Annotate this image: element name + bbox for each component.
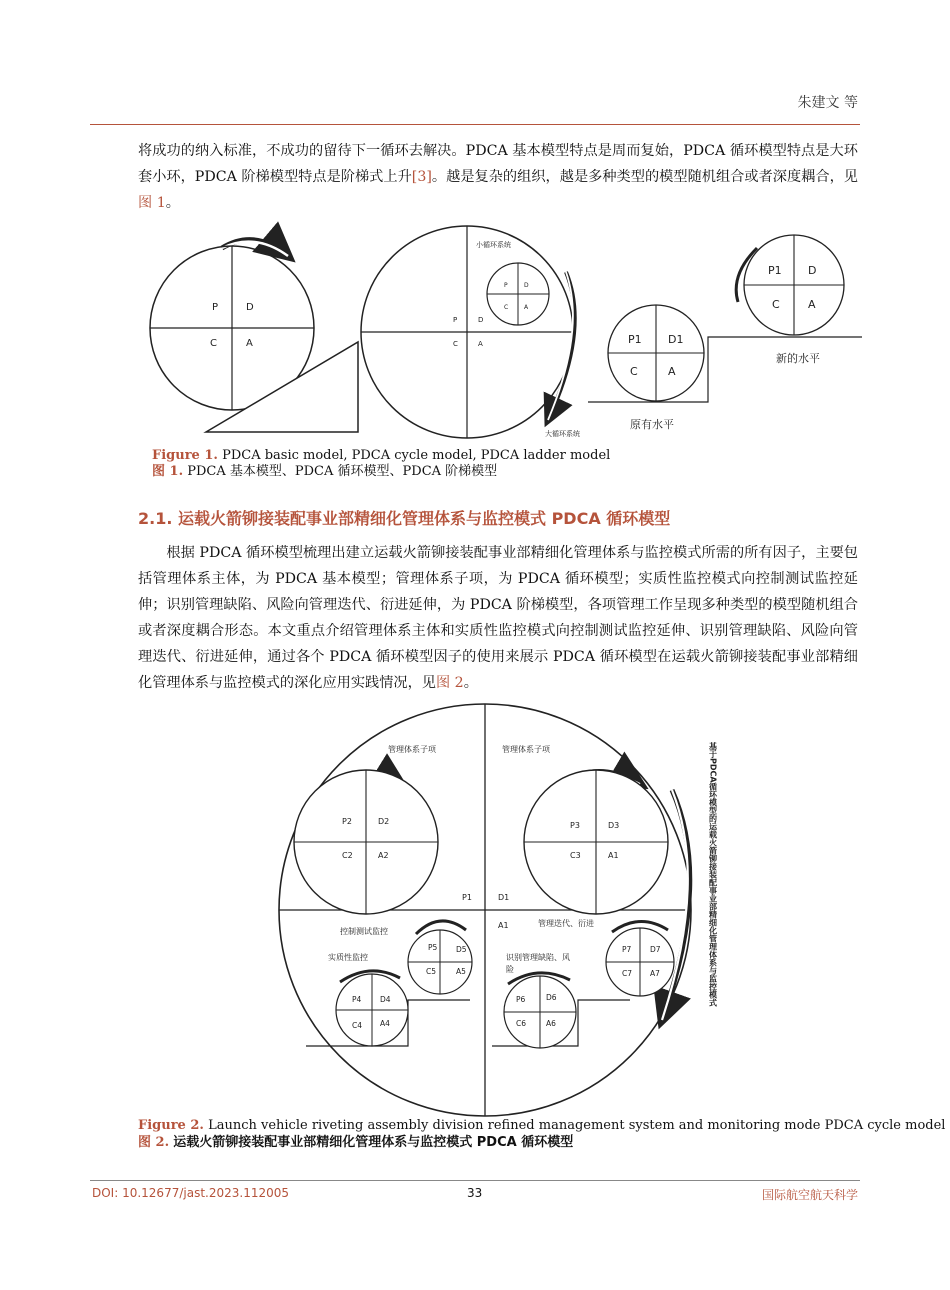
- iteration-label: 管理迭代、衍进: [538, 919, 594, 928]
- svg-text:P3: P3: [570, 821, 580, 830]
- control-test-label: 控制测试监控: [340, 927, 388, 936]
- svg-text:C: C: [772, 298, 780, 311]
- svg-text:D: D: [808, 264, 817, 277]
- svg-text:A5: A5: [456, 967, 466, 976]
- figure-1-caption-zh: 图 1. PDCA 基本模型、PDCA 循环模型、PDCA 阶梯模型: [152, 464, 498, 479]
- svg-text:A1: A1: [608, 851, 619, 860]
- footer-page-number: 33: [467, 1186, 483, 1200]
- figure-2-link[interactable]: 图 2: [435, 675, 464, 691]
- footer-journal: 国际航空航天科学: [761, 1188, 858, 1202]
- svg-text:D6: D6: [546, 993, 557, 1002]
- svg-text:C3: C3: [570, 851, 581, 860]
- svg-text:P7: P7: [622, 945, 632, 954]
- svg-text:P1: P1: [628, 333, 642, 346]
- figure-2-caption-zh: 图 2. 运载火箭铆接装配事业部精细化管理体系与监控模式 PDCA 循环模型: [138, 1135, 574, 1150]
- svg-text:C6: C6: [516, 1019, 527, 1028]
- svg-text:A1: A1: [498, 921, 509, 930]
- figure-2-vertical-title: 基于PDCA循环模型的运载火箭铆接装配事业部精细化管理体系与监控模式: [708, 742, 718, 1007]
- subsystem-right-label: 管理体系子项: [502, 745, 550, 754]
- pdca-integrated-model: [279, 704, 718, 1116]
- svg-text:C5: C5: [426, 967, 437, 976]
- intro-text-a: 将成功的纳入标准，不成功的留待下一循环去解决。PDCA 基本模型特点是周而复始，PDCA 循环模型特点是大环套小环，PDCA 阶梯模型特点是阶梯式上升: [138, 143, 858, 185]
- svg-text:A: A: [524, 304, 529, 311]
- svg-text:C: C: [453, 340, 458, 348]
- intro-text-b: 。越是复杂的组织，越是多种类型的模型随机组合或者深度耦合，见: [431, 169, 858, 185]
- substantive-label: 实质性监控: [328, 953, 368, 962]
- svg-text:A6: A6: [546, 1019, 556, 1028]
- svg-text:D: D: [524, 282, 529, 289]
- original-level-label: 原有水平: [630, 418, 674, 431]
- svg-text:P6: P6: [516, 995, 526, 1004]
- header-author: 朱建文 等: [797, 95, 858, 111]
- svg-text:D2: D2: [378, 817, 390, 826]
- svg-text:P5: P5: [428, 943, 438, 952]
- basic-a: A: [246, 338, 253, 349]
- svg-text:C: C: [630, 365, 638, 378]
- svg-text:D4: D4: [380, 995, 391, 1004]
- svg-text:P4: P4: [352, 995, 362, 1004]
- figure-1-caption-en: Figure 1. PDCA basic model, PDCA cycle model, PDCA ladder model: [152, 448, 611, 463]
- section-heading: 2.1. 运载火箭铆接装配事业部精细化管理体系与监控模式 PDCA 循环模型: [138, 509, 671, 528]
- footer-rule: [90, 1180, 860, 1181]
- basic-d: D: [246, 302, 254, 313]
- svg-text:D7: D7: [650, 945, 661, 954]
- svg-text:C4: C4: [352, 1021, 363, 1030]
- svg-text:C7: C7: [622, 969, 633, 978]
- subsystem-left-label: 管理体系子项: [388, 745, 436, 754]
- footer-doi[interactable]: DOI: 10.12677/jast.2023.112005: [92, 1186, 290, 1200]
- svg-text:D: D: [478, 316, 484, 324]
- new-level-label: 新的水平: [776, 352, 820, 365]
- svg-text:C: C: [504, 304, 509, 311]
- svg-text:A: A: [478, 340, 483, 348]
- svg-text:A4: A4: [380, 1019, 390, 1028]
- figure-1-link[interactable]: 图 1: [138, 195, 166, 211]
- svg-text:D1: D1: [668, 333, 684, 346]
- citation-ref-3[interactable]: [3]: [411, 169, 432, 185]
- basic-c: C: [210, 338, 217, 349]
- svg-text:险: 险: [506, 965, 514, 974]
- small-cycle-label: 小循环系统: [476, 241, 511, 249]
- svg-text:P1: P1: [768, 264, 782, 277]
- svg-text:D1: D1: [498, 893, 510, 902]
- svg-text:A: A: [808, 298, 816, 311]
- figure-2-caption-en: Figure 2. Launch vehicle riveting assembly division refined management system and monitoring mode PDCA cycle model: [138, 1118, 946, 1133]
- body-paragraph: 根据 PDCA 循环模型梳理出建立运载火箭铆接装配事业部精细化管理体系与监控模式所需的所有因子，主要包括管理体系主体，为 PDCA 基本模型；管理体系子项，为 PDCA 循环模型；实质性监控模式向控制测试监控延伸；识别管理缺陷、风险向管理迭代、衍进延伸，为 PDCA 阶梯模型，各项管理工作呈现多种类型的模型随机组合或者深度耦合形态。本文重点介绍管理体系主体和实质性监控模式向控制测试监控延伸、识别管理缺陷、风险向管理迭代、衍进延伸，通过各个 PDCA 循环模型因子的使用来展示 PDCA 循环模型在运载火箭铆接装配事业部精细化管理体系与监控模式的深化应用实践情况，见图 2。: [138, 545, 858, 691]
- basic-p: P: [212, 302, 219, 313]
- svg-text:P: P: [504, 282, 508, 289]
- svg-text:C2: C2: [342, 851, 353, 860]
- svg-text:P2: P2: [342, 817, 352, 826]
- svg-text:D5: D5: [456, 945, 467, 954]
- big-cycle-label: 大循环系统: [545, 430, 580, 438]
- svg-text:A: A: [668, 365, 676, 378]
- identify-label: 识别管理缺陷、风: [506, 953, 570, 962]
- svg-text:P1: P1: [462, 893, 472, 902]
- svg-text:A2: A2: [378, 851, 389, 860]
- svg-text:P: P: [453, 316, 458, 324]
- svg-text:A7: A7: [650, 969, 660, 978]
- svg-text:D3: D3: [608, 821, 620, 830]
- intro-text-c: 。: [165, 195, 180, 211]
